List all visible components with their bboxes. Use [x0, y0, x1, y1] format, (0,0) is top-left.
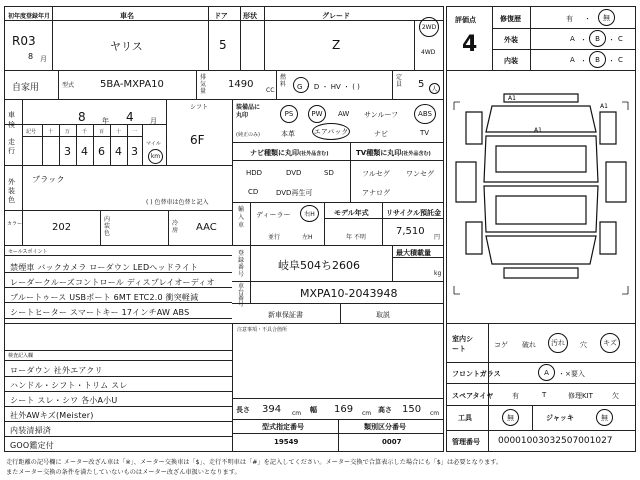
width-label: 幅 — [310, 406, 317, 414]
chassis-label: 車台番号 — [238, 283, 245, 308]
interior-a: A — [570, 56, 575, 64]
fuel-value: G ・ D ・ HV ・ ( ) — [297, 83, 360, 91]
length-value: 394 — [262, 404, 282, 415]
first-reg-label: 初年度登録年月 — [8, 13, 51, 20]
mileage-mile: マイル — [146, 141, 161, 147]
nav-dvd-play: DVD再生可 — [276, 189, 313, 197]
footer-note-line1: 走行距離の記号欄に メーター改ざん車は「※」、メーター交換車は「$」、走行不明車は「#」を記入してください。メーター交換で合算表示した場合にも「$」は必要となります。 — [6, 459, 503, 466]
first-reg-year: R03 — [12, 34, 36, 48]
spare-tire-label: スペアタイヤ — [452, 392, 494, 400]
mileage-digit: 4 — [115, 145, 122, 158]
door-value: 5 — [219, 38, 227, 52]
mileage-digit-label: 千 — [82, 129, 88, 135]
exterior-dot: ・ — [608, 36, 615, 44]
import-left-h: 左H — [302, 234, 313, 241]
registration-value: 岐阜504ち2606 — [278, 259, 360, 272]
car-name-value: ヤリス — [110, 40, 143, 53]
nav-sd: SD — [324, 169, 334, 177]
jack-label: ジャッキ — [546, 414, 574, 422]
seat-label: 室内シート — [452, 335, 473, 353]
equip-tv: TV — [420, 129, 430, 137]
capacity-label: 定員 — [396, 74, 403, 88]
car-name-label: 車名 — [120, 12, 134, 20]
interior-c: C — [618, 56, 623, 64]
equip-pw-circle: PW — [308, 105, 326, 123]
tv-oneseg: ワンセグ — [406, 170, 434, 178]
category-label: 自家用 — [12, 83, 40, 93]
equip-nav: ナビ — [374, 130, 388, 138]
seat-tear: 破れ — [522, 341, 536, 349]
displacement-value: 1490 — [228, 79, 254, 90]
diagram-a1-label: A1 — [534, 127, 542, 134]
fuel-label: 燃料 — [280, 74, 287, 88]
ext-color-label: 外装色 — [8, 178, 15, 204]
equip-airbag-circle: エアバック — [312, 123, 350, 140]
class-number-label: 類別区分番号 — [364, 423, 406, 431]
grade-value: Z — [332, 38, 341, 52]
ac-value: AAC — [196, 222, 217, 233]
height-value: 150 — [402, 404, 422, 415]
tv-fullseg: フルセグ — [362, 170, 390, 178]
repair-none-circle: 無 — [598, 9, 615, 26]
nav-hdd: HDD — [246, 169, 263, 177]
drive-4wd-label: 4WD — [421, 49, 436, 56]
grade-label: グレード — [322, 12, 350, 20]
mileage-digit-label: 百 — [99, 129, 105, 135]
width-unit: cm — [362, 410, 372, 417]
seat-stain-circle: 汚れ — [548, 333, 568, 353]
spare-tire-t: T — [542, 391, 547, 399]
height-label: 高さ — [378, 406, 392, 414]
inspection-label: 車検 — [8, 111, 15, 129]
nav-cd: CD — [248, 188, 259, 196]
model-year-value: 年 不明 — [346, 234, 366, 241]
equipment-label: 装備品に丸印 — [236, 104, 261, 119]
car-damage-diagram — [446, 72, 636, 322]
repair-label: 修復歴 — [500, 15, 521, 23]
mileage-digit: 4 — [81, 145, 88, 158]
diagram-a1-label: A1 — [508, 95, 516, 102]
type-number-label: 型式指定番号 — [262, 423, 304, 431]
length-unit: cm — [292, 410, 302, 417]
repair-yes: 有 — [566, 15, 573, 23]
max-load-unit: kg — [434, 270, 442, 277]
sales-point-line: シートヒーター スマートキー 17インチAW ABS — [10, 308, 190, 317]
mileage-digit-label: 十 — [116, 129, 122, 135]
exterior-label: 外装 — [504, 36, 518, 44]
exterior-dot: ・ — [580, 36, 587, 44]
color-code-value: 202 — [52, 222, 72, 233]
seat-scratch-circle: キズ — [600, 333, 620, 353]
inspector-line: GOO鑑定付 — [10, 441, 54, 450]
jack-none-circle: 無 — [596, 409, 613, 426]
import-right-h-circle: 右H — [300, 205, 319, 222]
sales-points-label: セールスポイント — [8, 249, 48, 255]
equip-abs-circle: ABS — [414, 104, 436, 124]
caution-label: 注意事項・不具合箇所 — [237, 327, 288, 333]
new-car-warranty: 新車保証書 — [268, 311, 303, 319]
first-reg-month: 8 — [28, 52, 34, 61]
recycle-yen: 円 — [434, 234, 441, 241]
front-glass-a-circle: A — [538, 364, 555, 381]
tools-none-circle: 無 — [502, 409, 519, 426]
management-label: 管理番号 — [452, 438, 480, 446]
interior-dot: ・ — [608, 57, 615, 65]
front-glass-x: ・×要入 — [558, 370, 585, 378]
length-label: 長さ — [236, 406, 250, 414]
color-change-note: ( ) 色替車は色替と記入 — [146, 199, 209, 206]
height-unit: cm — [430, 410, 440, 417]
tools-label: 工具 — [458, 414, 472, 422]
seat-burn: コゲ — [494, 341, 508, 349]
inspection-year-unit: 年 — [102, 117, 109, 125]
width-value: 169 — [334, 404, 354, 415]
owner-manual: 取説 — [376, 311, 390, 319]
fuel-g-circle — [293, 77, 309, 93]
mileage-digit-label: 十 — [48, 129, 54, 135]
displacement-label: 排気量 — [200, 74, 207, 95]
ext-color-value: ブラック — [32, 175, 65, 184]
import-label: 輸入車 — [238, 206, 245, 229]
score-value: 4 — [462, 32, 478, 57]
repair-sep: ・ — [584, 15, 591, 23]
recycle-label: リサイクル預託金 — [386, 209, 442, 217]
class-number-value: 0007 — [382, 438, 402, 446]
nav-dvd: DVD — [286, 169, 302, 177]
model-label: 型式 — [62, 82, 75, 89]
shift-label: シフト — [190, 104, 209, 111]
interior-color-label: 内装色 — [104, 216, 111, 237]
mileage-km-circle: km — [148, 149, 163, 164]
displacement-unit: CC — [266, 87, 275, 94]
inspector-line: 内装清掃済 — [10, 426, 51, 435]
inspection-month: 4 — [126, 110, 134, 124]
interior-label: 内装 — [504, 57, 518, 65]
inspection-month-unit: 月 — [150, 117, 157, 125]
shape-label: 形状 — [243, 12, 257, 20]
registration-label: 登録番号 — [238, 250, 245, 278]
door-label: ドア — [214, 12, 228, 20]
seat-hole: 穴 — [580, 341, 587, 349]
mileage-digit-label: 一 — [132, 129, 138, 135]
tv-label: TV種類に丸印(社外品含む) — [356, 149, 431, 157]
color-code-label: カラー — [7, 221, 23, 227]
recycle-value: 7,510 — [396, 226, 425, 237]
mileage-digit: 3 — [64, 145, 71, 158]
score-label: 評価点 — [455, 16, 476, 24]
inspector-line: ローダウン 社外エアクリ — [10, 366, 103, 375]
inspector-line: 社外AWキズ(Meister) — [10, 411, 94, 420]
type-number-value: 19549 — [274, 438, 299, 446]
inspector-line: シート スレ・シワ 各小A小U — [10, 396, 118, 405]
capacity-unit-circle: 人 — [429, 83, 440, 94]
equip-leather: 本革 — [281, 130, 295, 138]
spare-tire-kit: 修理KIT — [568, 392, 593, 400]
nav-label: ナビ種類に丸印(社外品含む) — [250, 149, 329, 157]
model-year-label: モデル年式 — [334, 209, 369, 217]
equip-aw: AW — [338, 110, 350, 118]
interior-dot: ・ — [580, 57, 587, 65]
chassis-value: MXPA10-2043948 — [300, 287, 398, 300]
equip-ps-circle: PS — [280, 105, 298, 123]
exterior-b-circle: B — [589, 30, 606, 47]
exterior-a: A — [570, 35, 575, 43]
inspector-line: ハンドル・シフト・トリム スレ — [10, 381, 128, 390]
mileage-digit: 3 — [131, 145, 138, 158]
management-value: 00001003032507001027 — [498, 436, 613, 446]
shift-value: 6F — [190, 133, 205, 147]
interior-b-circle: B — [589, 51, 606, 68]
inspection-year: 8 — [78, 110, 86, 124]
mileage-digit-label: 万 — [65, 129, 71, 135]
capacity-value: 5 — [418, 79, 425, 90]
tv-analog: アナログ — [362, 189, 390, 197]
import-parallel: 並行 — [268, 234, 281, 241]
footer-note-line2: またメーター交換の条件を満たしていないものはメーター改ざん車扱いとなります。 — [6, 469, 241, 476]
max-load-label: 最大積載量 — [396, 249, 431, 257]
spare-tire-missing: 欠 — [612, 392, 619, 400]
mileage-digit-label: 記号 — [26, 129, 37, 135]
sales-point-line: レーダークルーズコントロール ディスプレイオーディオ — [10, 278, 215, 287]
first-reg-month-unit: 月 — [40, 55, 47, 63]
sales-point-line: ブルートゥース USBポート 6MT ETC2.0 衝突軽減 — [10, 293, 199, 302]
import-dealer: ディーラー — [256, 211, 291, 219]
mileage-digit: 6 — [98, 145, 105, 158]
inspector-label: 検査記入欄 — [8, 353, 34, 359]
drive-2wd-circle: 2WD — [419, 17, 439, 37]
mileage-label: 走行 — [8, 138, 15, 155]
spare-tire-yes: 有 — [512, 392, 519, 400]
front-glass-label: フロントガラス — [452, 370, 501, 378]
equip-sunroof: サンルーフ — [364, 111, 399, 119]
equipment-sublabel: (純正のみ) — [236, 132, 260, 138]
diagram-a1-label: A1 — [600, 103, 608, 110]
sales-point-line: 禁煙車 バックカメラ ローダウン LEDヘッドライト — [10, 263, 199, 272]
exterior-c: C — [618, 35, 623, 43]
model-value: 5BA-MXPA10 — [100, 79, 164, 90]
ac-label: 冷房 — [172, 220, 179, 234]
